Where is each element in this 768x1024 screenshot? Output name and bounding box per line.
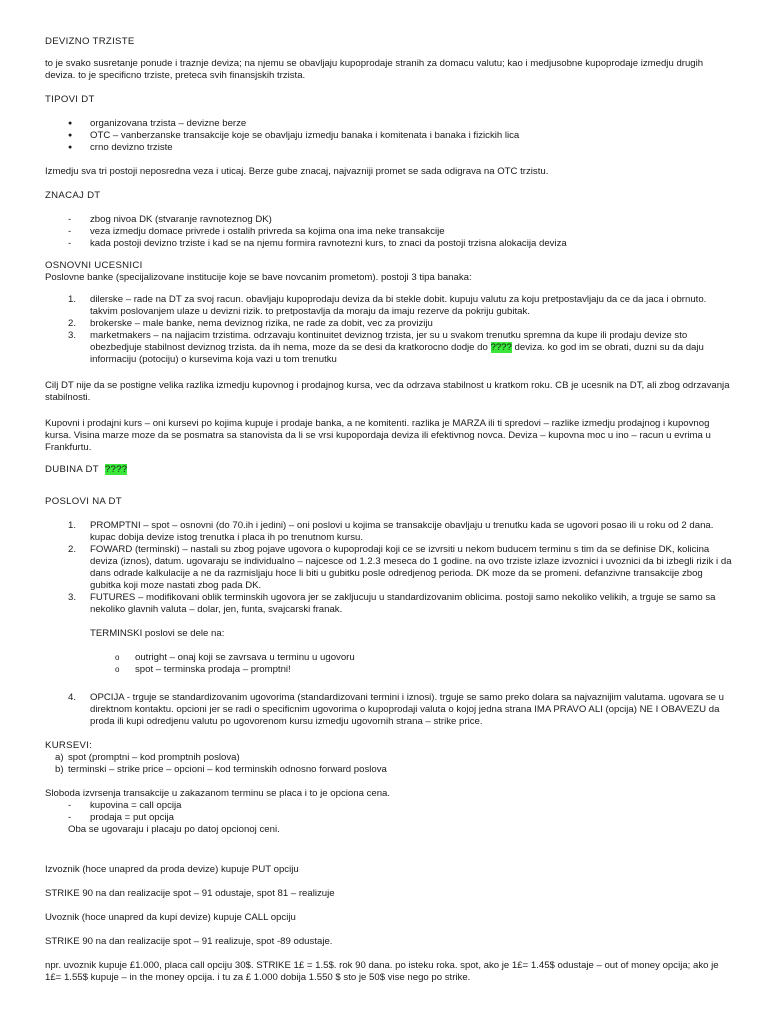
item-text: OPCIJA - trguje se standardizovanim ugovorima (standardizovani termini i iznosi). trguje se samo preko dolara sa najvaznijim valutama. ugovara se u direktnom kontaktu. opcioni jer se radi o specificnim ugovorima o kupoprodaji valuta o kojoj jedna strana IMA PRAVO ALI (opcija) NE I OBAVEZU da proda ili kupi odredjenu valutu po ugovorenom kursu izmedju ugovornih strana – strike price. — [90, 692, 725, 727]
item-text: dilerske – rade na DT za svoj racun. obavljaju kupoprodaju deviza da bi stekle dobit. kupuju valutu za koju pretpostavljaju da ce da jaca i obrnuto. takvim poslovanjem ulaze u devizni rizik. to pretpostavlja da moraju da imaju rezerve da pokriju gubitak. — [90, 294, 707, 317]
list-item: o outright – onaj koji se zavrsava u terminu u ugovoru — [45, 652, 735, 664]
sloboda-note: Oba se ugovaraju i placaju po datoj opcionoj ceni. — [68, 824, 280, 835]
sloboda-list — [45, 800, 735, 824]
tipovi-list — [45, 118, 735, 154]
list-item: - veza izmedju domace privrede i ostalih privreda sa kojima ona ima neke transakcije — [45, 226, 735, 238]
tipovi-note: Izmedju sva tri postoji neposredna veza i uticaj. Berze gube znacaj, najvazniji promet se sada odigrava na OTC trzistu. — [45, 166, 549, 177]
item-text: spot (promptni – kod promptnih poslova) — [68, 752, 240, 763]
terminski-list — [45, 652, 735, 676]
example-paragraph: npr. uvoznik kupuje £1.000, placa call opciju 30$. STRIKE 1£ = 1.5$. rok 90 dana. po isteku roka. spot, ako je 1£= 1.45$ odustaje – out of money opcija; ako je 1£= 1.55$ kupuje – in the money opcija. i tu za £ 1.000 dobija 1.550 $ sto je 50$ vise nego po strike. — [45, 960, 719, 983]
dubina-heading — [45, 464, 735, 476]
izvoz-line: STRIKE 90 na dan realizacije spot – 91 odustaje, spot 81 – realizuje — [45, 888, 335, 899]
izvoz-line: Izvoznik (hoce unapred da proda devize) kupuje PUT opciju — [45, 864, 299, 875]
list-item: o spot – terminska prodaja – promptni! — [45, 664, 735, 676]
highlighted-text: ???? — [490, 342, 512, 353]
list-item — [45, 692, 735, 728]
list-item — [45, 318, 735, 330]
list-item: - kada postoji devizno trziste i kad se na njemu formira ravnotezni kurs, to znaci da postoji trzisna alokacija deviza — [45, 238, 735, 250]
poslovi-list-cont — [45, 692, 735, 728]
sloboda-paragraph: Sloboda izvrsenja transakcije u zakazanom terminu se placa i to je opciona cena. — [45, 788, 391, 799]
uvoz-line: Uvoznik (hoce unapred da kupi devize) kupuje CALL opciju — [45, 912, 296, 923]
znacaj-heading: ZNACAJ DT — [45, 190, 101, 201]
item-number: b) — [55, 764, 64, 775]
list-item — [45, 592, 735, 616]
item-text: brokerske – male banke, nema deviznog rizika, ne rade za dobit, vec za proviziju — [90, 318, 433, 329]
kursevi-list — [45, 752, 735, 776]
znacaj-list — [45, 214, 735, 250]
dubina-label: DUBINA DT — [45, 464, 99, 475]
ucesnici-heading: OSNOVNI UCESNICI — [45, 260, 143, 271]
cilj-paragraph: Cilj DT nije da se postigne velika razlika izmedju kupovnog i prodajnog kursa, vec da odrzava stabilnost u kratkom roku. CB je ucesnik na DT, ali zbog odrzavanja stabilnosti. — [45, 380, 730, 403]
tipovi-heading: TIPOVI DT — [45, 94, 95, 105]
item-text: FOWARD (terminski) – nastali su zbog pojave ugovora o kupoprodaji koji ce se izvrsiti u nekom buducem terminu s tim da se definise DK, kolicina deviza (iznos), datum. ugovaraju se individualno – najcesce od 1.2.3 meseca do 1 godine. na ovo trziste izlaze izvoznici i uvoznici da bi izbegli rizik i da dans odrade kalkulacije a ne da razmisljaju hoce li biti u gubitku posle odredjenog perioda. DK moze da se promeni. defanzivne transakcije zbog gubitka koji moze nastati zbog pada DK. — [90, 544, 732, 591]
list-item: - zbog nivoa DK (stvaranje ravnoteznog DK) — [45, 214, 735, 226]
list-item: ● organizovana trzista – devizne berze — [45, 118, 735, 130]
list-item — [45, 544, 735, 592]
item-number: 2. — [68, 318, 77, 329]
intro-paragraph: to je svako susretanje ponude i traznje deviza; na njemu se obavljaju kupoprodaje stranih za domacu valutu; kao i medjusobne kupoprodaje izmedju drugih deviza. to je specificno trziste, preteca svih finansjskih trzista. — [45, 58, 704, 81]
list-item: ● crno devizno trziste — [45, 142, 735, 154]
item-number: a) — [55, 752, 64, 763]
ucesnici-intro: Poslovne banke (specijalizovane institucije koje se bave novcanim prometom). postoji 3 tipa banaka: — [45, 272, 472, 283]
item-text: FUTURES – modifikovani oblik terminskih ugovora jer se zakljucuju u standardizovanim oblicima. postoji samo nekoliko velikih, a trguje se samo sa nekoliko glavnih valuta – dolar, jen, funta, svajcarski franak. — [90, 592, 716, 615]
list-item: - prodaja = put opcija — [45, 812, 735, 824]
item-number: 1. — [68, 520, 77, 531]
poslovi-list — [45, 520, 735, 616]
item-number: 3. — [68, 330, 77, 341]
item-text: deviza. ko god im se obrati, duzni su da daju informaciju (potociju) o kursevima koja vazi u tom trenutku — [90, 342, 704, 365]
highlighted-text: ???? — [104, 464, 128, 475]
item-text: PROMPTNI – spot – osnovni (do 70.ih i jedini) – oni poslovi u kojima se transakcije obavljaju u trenutku kada se ugovori posao ili u roku od 2 dana. kupac dobija devize istog trenutka i placa ih po trenutnom kursu. — [90, 520, 714, 543]
terminski-note: TERMINSKI poslovi se dele na: — [90, 628, 225, 639]
item-number: 1. — [68, 294, 77, 305]
list-item — [45, 520, 735, 544]
item-text: marketmakers – na najjacim trzistima. odrzavaju kontinuitet deviznog trzista, jer su u svakom trenutku spremna da kupe ili prodaju devize sto obezbedjuje stabilnost deviznog trzista. da ih nema, moze da se desi da kratkorocno dodje do — [90, 330, 688, 353]
list-item — [45, 330, 735, 366]
list-item — [45, 764, 735, 776]
list-item — [45, 752, 735, 764]
list-item: - kupovina = call opcija — [45, 800, 735, 812]
document-page — [45, 36, 735, 984]
list-item: ● OTC – vanberzanske transakcije koje se obavljaju izmedju banaka i komitenata i banaka i fizickih lica — [45, 130, 735, 142]
uvoz-line: STRIKE 90 na dan realizacije spot – 91 realizuje, spot -89 odustaje. — [45, 936, 333, 947]
item-number: 2. — [68, 544, 77, 555]
item-number: 4. — [68, 692, 77, 703]
kupovni-paragraph: Kupovni i prodajni kurs – oni kursevi po kojima kupuje i prodaje banka, a ne komitenti. razlika je MARZA ili ti spredovi – razlike izmedju prodajnog i kupovnog kursa. Visina marze moze da se posmatra sa stanovista da li se vrsi kupopordaja deviza ili efektivnog novca. Deviza – kupovna moc u ino – racun u evrima u Frankfurtu. — [45, 418, 711, 453]
list-item — [45, 294, 735, 318]
poslovi-heading: POSLOVI NA DT — [45, 496, 122, 507]
item-number: 3. — [68, 592, 77, 603]
item-text: terminski – strike price – opcioni – kod terminskih odnosno forward poslova — [68, 764, 387, 775]
page-title: DEVIZNO TRZISTE — [45, 36, 135, 47]
ucesnici-list — [45, 294, 735, 366]
kursevi-heading: KURSEVI: — [45, 740, 93, 751]
